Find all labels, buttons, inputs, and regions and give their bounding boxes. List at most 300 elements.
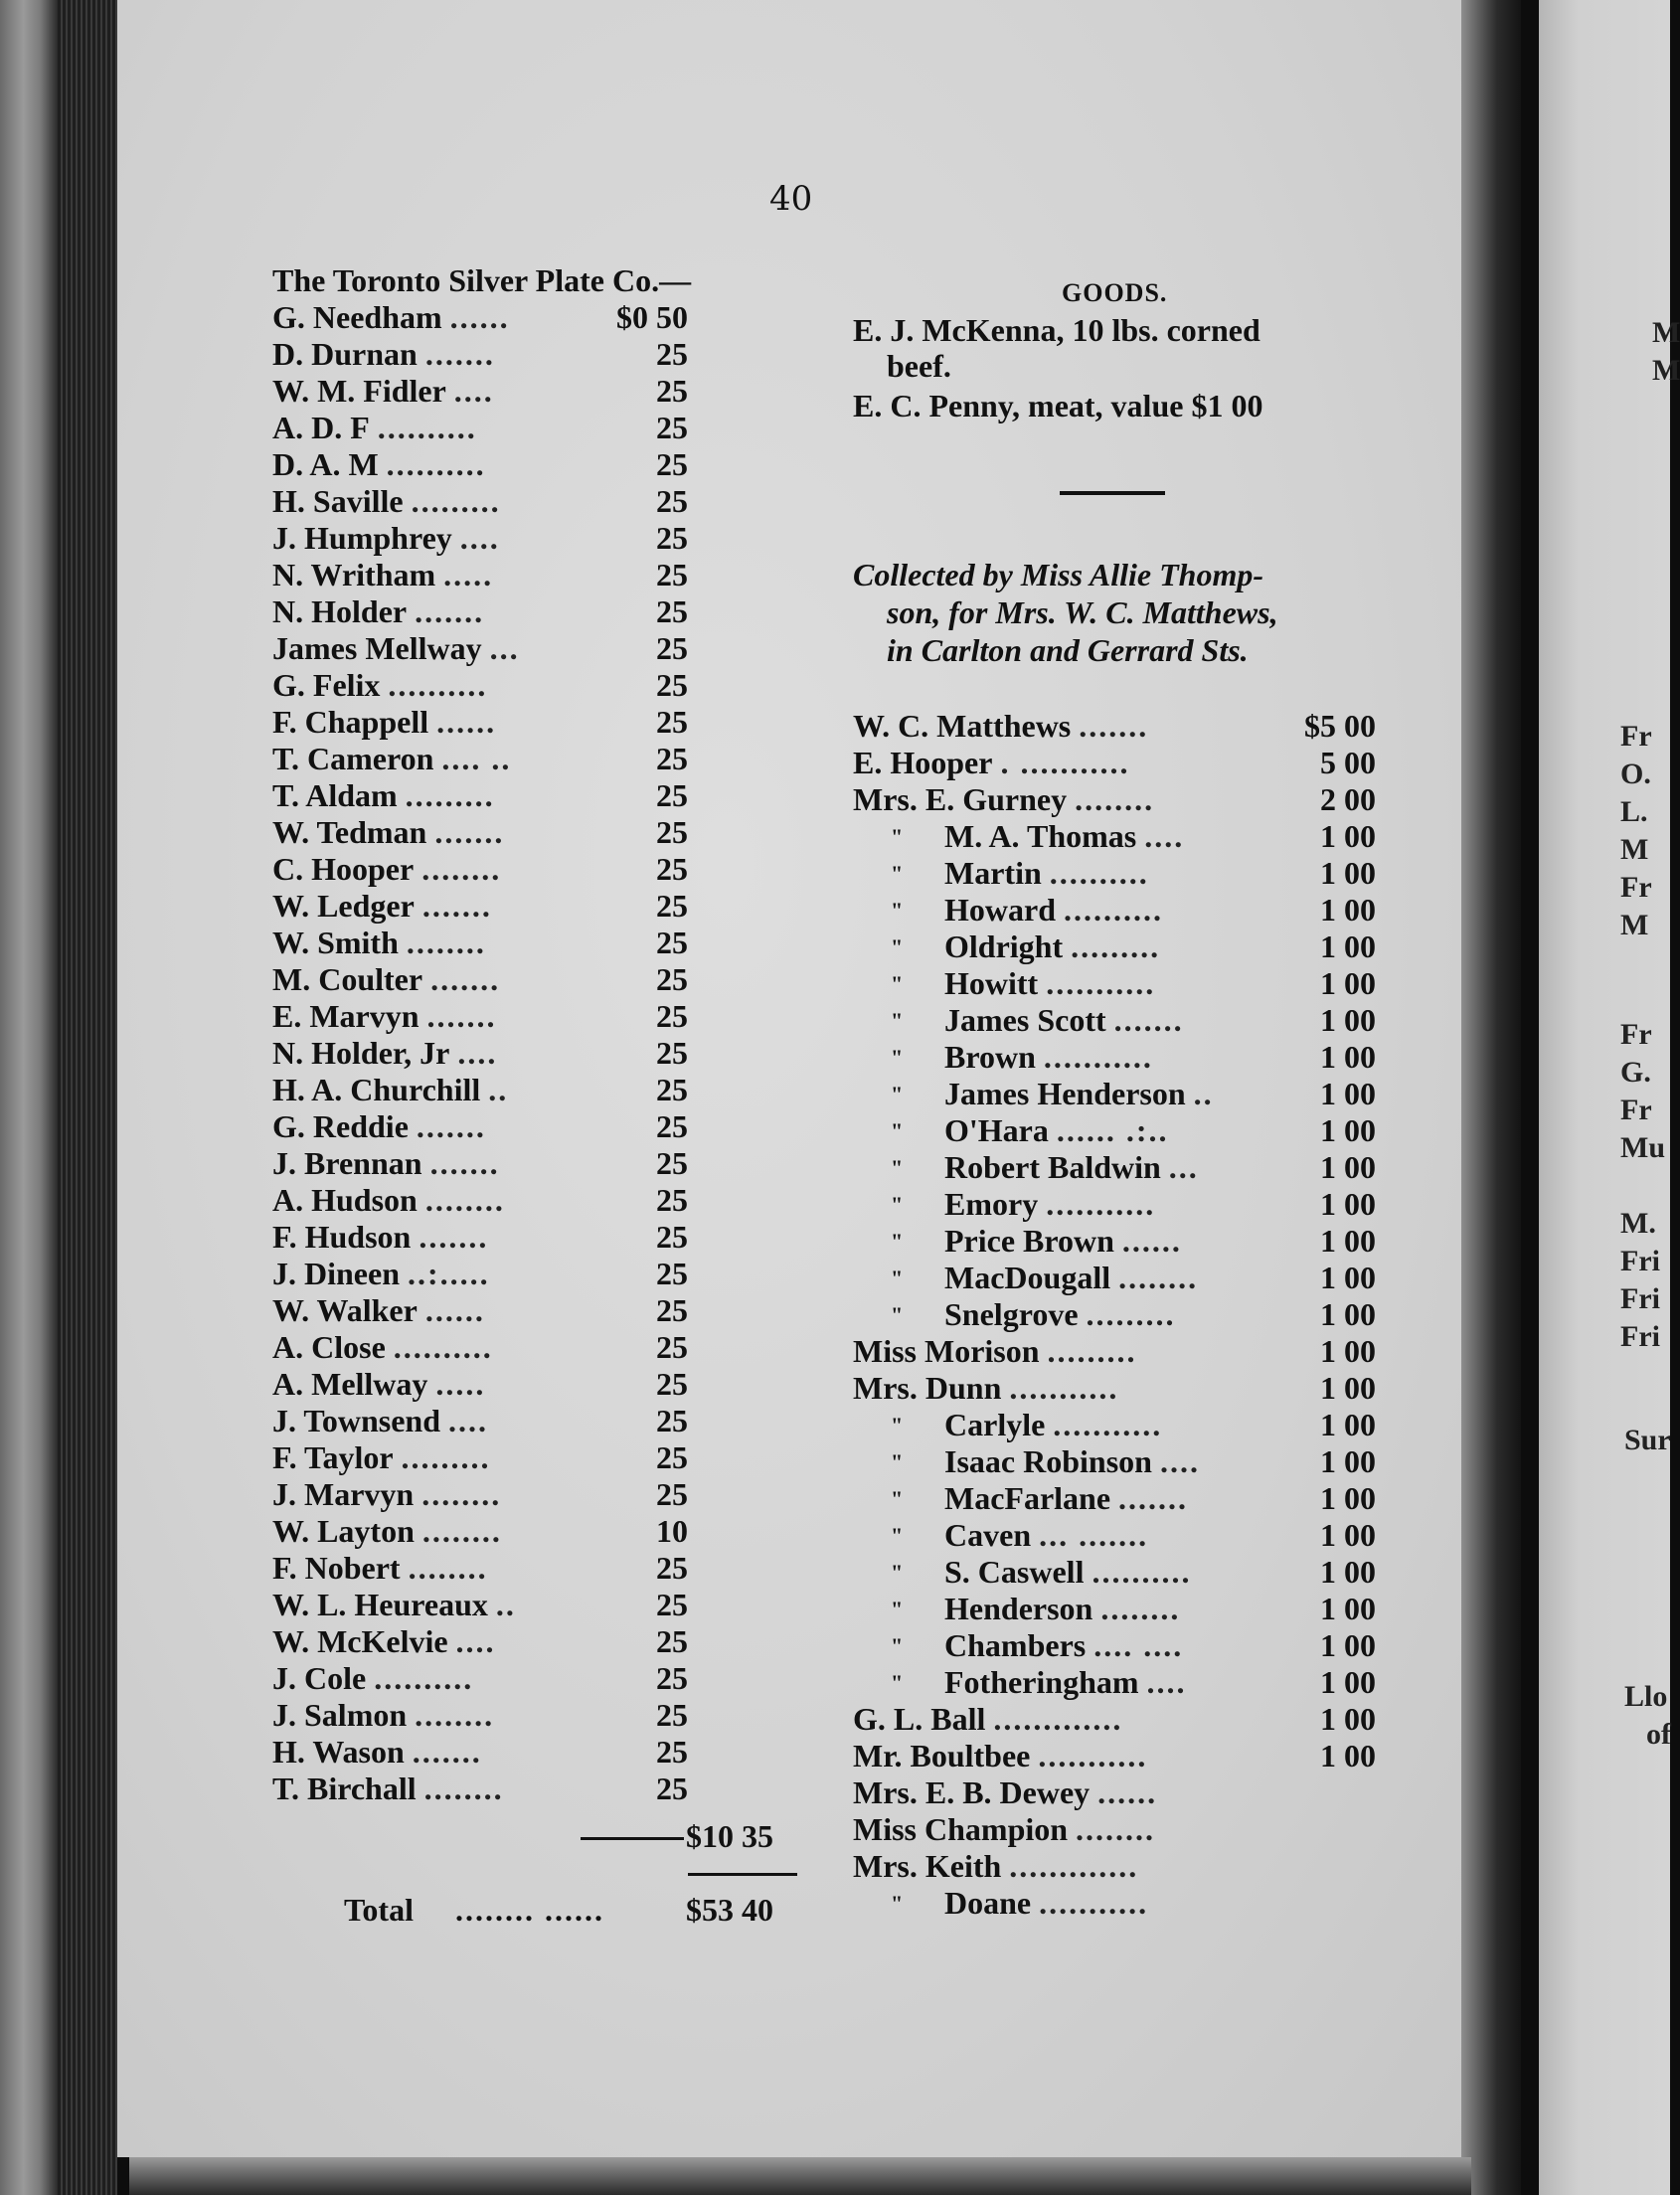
- donor-name: Emory: [944, 1186, 1039, 1222]
- left-donor-row: [272, 851, 809, 888]
- donor-name: Carlyle: [944, 1407, 1046, 1442]
- donor-name: T. Aldam: [272, 777, 398, 813]
- left-donor-row: [272, 741, 809, 777]
- right-donor-row: [853, 1480, 1380, 1517]
- leader-dots: ..: [488, 1072, 509, 1107]
- goods-item-2: E. C. Penny, meat, value $1 00: [853, 388, 1263, 423]
- left-donor-row: [272, 1734, 809, 1771]
- leader-dots: ......: [424, 1292, 485, 1328]
- total-dots: ........ ......: [455, 1892, 604, 1928]
- right-donor-row: [853, 1885, 1380, 1922]
- donor-name: W. L. Heureaux: [272, 1587, 488, 1622]
- ditto-mark: ": [891, 1486, 904, 1511]
- donor-name: H. Saville: [272, 483, 404, 519]
- ditto-mark: ": [891, 824, 904, 849]
- donation-amount: 25: [656, 520, 688, 556]
- donation-amount: 1 00: [1320, 965, 1376, 1001]
- leader-dots: ........: [1076, 1811, 1156, 1847]
- left-donor-row: [272, 1219, 809, 1256]
- left-donor-row: [272, 1439, 809, 1476]
- donation-amount: 1 00: [1320, 1407, 1376, 1442]
- ditto-mark: ": [891, 1633, 904, 1658]
- leader-dots: .............: [1009, 1848, 1139, 1884]
- leader-dots: ......: [1097, 1774, 1158, 1810]
- leader-dots: ....: [1159, 1443, 1200, 1479]
- donation-amount: 1 00: [1320, 1333, 1376, 1369]
- right-donor-row: [853, 1738, 1380, 1774]
- donation-amount: 1 00: [1320, 1223, 1376, 1259]
- donor-name: Chambers: [944, 1627, 1087, 1663]
- leader-dots: ......: [449, 299, 510, 335]
- leader-dots: .....: [435, 1366, 486, 1402]
- leader-dots: ..........: [1064, 892, 1163, 928]
- donor-name: G. L. Ball: [853, 1701, 986, 1737]
- donation-amount: 25: [656, 1660, 688, 1696]
- donor-name: Mr. Boultbee: [853, 1738, 1031, 1773]
- total-rule: [688, 1873, 797, 1876]
- leader-dots: ........: [423, 1771, 504, 1806]
- leader-dots: .......: [1079, 708, 1149, 744]
- right-donor-row: [853, 1517, 1380, 1554]
- donation-amount: 25: [656, 1734, 688, 1770]
- section-divider: [1060, 491, 1165, 495]
- right-donor-row: [853, 708, 1380, 745]
- leader-dots: ...........: [1043, 1039, 1153, 1075]
- leader-dots: ..: [1193, 1076, 1214, 1111]
- donation-amount: 25: [656, 851, 688, 887]
- leader-dots: ....: [457, 1035, 498, 1071]
- donor-name: Martin: [944, 855, 1042, 891]
- donor-name: Price Brown: [944, 1223, 1114, 1259]
- donor-name: J. Dineen: [272, 1256, 400, 1291]
- leader-dots: ..:.....: [408, 1256, 490, 1291]
- donation-amount: $0 50: [616, 299, 688, 335]
- donor-name: M. A. Thomas: [944, 818, 1137, 854]
- right-donor-row: [853, 1223, 1380, 1260]
- left-donor-row: [272, 1145, 809, 1182]
- donor-name: MacDougall: [944, 1260, 1111, 1295]
- leader-dots: .........: [1071, 929, 1161, 964]
- donation-amount: 25: [656, 814, 688, 850]
- leader-dots: .......: [415, 593, 485, 629]
- left-donor-list: [272, 299, 809, 1807]
- donor-name: Mrs. E. Gurney: [853, 781, 1068, 817]
- donation-amount: 25: [656, 1145, 688, 1181]
- right-donor-row: [853, 1333, 1380, 1370]
- donation-amount: 1 00: [1320, 1039, 1376, 1075]
- right-donor-row: [853, 965, 1380, 1002]
- leader-dots: .... ....: [1093, 1627, 1184, 1663]
- donation-amount: 25: [656, 998, 688, 1034]
- adjacent-page-fragment: Fr: [1620, 1018, 1652, 1051]
- donor-name: G. Reddie: [272, 1108, 409, 1144]
- leader-dots: ........: [421, 1513, 502, 1549]
- adjacent-page-fragment: Llo: [1624, 1680, 1668, 1713]
- ditto-mark: ": [891, 1891, 904, 1916]
- ditto-mark: ": [891, 1523, 904, 1548]
- right-donor-row: [853, 781, 1380, 818]
- donor-name: Mrs. Dunn: [853, 1370, 1002, 1406]
- left-donor-row: [272, 961, 809, 998]
- donation-amount: 1 00: [1320, 929, 1376, 964]
- ditto-mark: ": [891, 1670, 904, 1695]
- donor-name: Fotheringham: [944, 1664, 1139, 1700]
- ditto-mark: ": [891, 898, 904, 923]
- left-donor-row: [272, 1072, 809, 1108]
- donor-name: F. Chappell: [272, 704, 429, 740]
- donation-amount: 1 00: [1320, 892, 1376, 928]
- ditto-mark: ": [891, 1449, 904, 1474]
- ditto-mark: ": [891, 1192, 904, 1217]
- right-donor-row: [853, 1443, 1380, 1480]
- donor-name: T. Cameron: [272, 741, 434, 776]
- donor-name: Mrs. Keith: [853, 1848, 1002, 1884]
- adjacent-page-fragment: Fr: [1620, 871, 1652, 904]
- donor-name: A. Mellway: [272, 1366, 428, 1402]
- donation-amount: 25: [656, 483, 688, 519]
- leader-dots: ........: [408, 1550, 488, 1586]
- leader-dots: ...........: [1053, 1407, 1163, 1442]
- leader-dots: ....: [459, 520, 500, 556]
- goods-item-1-line1: E. J. McKenna, 10 lbs. corned: [853, 312, 1260, 348]
- donation-amount: 1 00: [1320, 1076, 1376, 1111]
- donation-amount: $5 00: [1304, 708, 1376, 744]
- leader-dots: ...: [1168, 1149, 1199, 1185]
- right-donor-row: [853, 1260, 1380, 1296]
- left-donor-row: [272, 1513, 809, 1550]
- donation-amount: 1 00: [1320, 1370, 1376, 1406]
- donation-amount: 25: [656, 777, 688, 813]
- donor-name: W. Walker: [272, 1292, 418, 1328]
- right-donor-row: [853, 1039, 1380, 1076]
- left-donor-row: [272, 557, 809, 593]
- leader-dots: ...........: [1046, 965, 1156, 1001]
- donation-amount: 25: [656, 1108, 688, 1144]
- donation-amount: 25: [656, 1771, 688, 1806]
- donor-name: W. Smith: [272, 925, 399, 960]
- donor-name: D. Durnan: [272, 336, 418, 372]
- donor-name: Isaac Robinson: [944, 1443, 1152, 1479]
- leader-dots: ....: [1146, 1664, 1187, 1700]
- donor-name: C. Hooper: [272, 851, 415, 887]
- donation-amount: 1 00: [1320, 1738, 1376, 1773]
- page-number: 40: [769, 179, 813, 219]
- left-donor-row: [272, 1403, 809, 1439]
- donation-amount: 1 00: [1320, 1186, 1376, 1222]
- adjacent-page-fragment: L.: [1620, 795, 1648, 828]
- ditto-mark: ": [891, 1082, 904, 1106]
- leader-dots: .......: [424, 336, 495, 372]
- donor-name: A. Close: [272, 1329, 386, 1365]
- ditto-mark: ": [891, 1008, 904, 1033]
- donation-amount: 1 00: [1320, 818, 1376, 854]
- donation-amount: 5 00: [1320, 745, 1376, 780]
- leader-dots: .......: [419, 1219, 489, 1255]
- donation-amount: 25: [656, 888, 688, 924]
- donation-amount: 25: [656, 1366, 688, 1402]
- donation-amount: 25: [656, 336, 688, 372]
- left-donor-row: [272, 1587, 809, 1623]
- leader-dots: ..........: [386, 446, 486, 482]
- leader-dots: ...........: [1038, 1738, 1148, 1773]
- right-donor-row: [853, 1370, 1380, 1407]
- right-donor-row: [853, 1811, 1380, 1848]
- donor-name: T. Birchall: [272, 1771, 417, 1806]
- donor-name: H. Wason: [272, 1734, 405, 1770]
- right-donor-row: [853, 818, 1380, 855]
- collected-heading-line2: son, for Mrs. W. C. Matthews,: [887, 594, 1278, 630]
- leader-dots: ...: [489, 630, 520, 666]
- adjacent-page-fragment: Fri: [1620, 1245, 1660, 1277]
- right-donor-row: [853, 1554, 1380, 1591]
- leader-dots: ...... .:..: [1056, 1112, 1169, 1148]
- adjacent-page-fragment: M: [1620, 833, 1649, 866]
- leader-dots: .........: [405, 777, 495, 813]
- donor-name: Doane: [944, 1885, 1032, 1921]
- ditto-mark: ": [891, 1302, 904, 1327]
- leader-dots: ..: [495, 1587, 516, 1622]
- ditto-mark: ": [891, 1266, 904, 1290]
- donation-amount: 25: [656, 1072, 688, 1107]
- donor-name: J. Humphrey: [272, 520, 452, 556]
- leader-dots: ....: [447, 1403, 488, 1438]
- donation-amount: 25: [656, 1035, 688, 1071]
- right-donor-list: [853, 708, 1380, 1922]
- donation-amount: 1 00: [1320, 1443, 1376, 1479]
- leader-dots: .......: [434, 814, 505, 850]
- donor-name: W. C. Matthews: [853, 708, 1072, 744]
- donor-name: F. Taylor: [272, 1439, 394, 1475]
- right-donor-row: [853, 1186, 1380, 1223]
- adjacent-page-fragment: M: [1652, 316, 1680, 349]
- donor-name: Howitt: [944, 965, 1039, 1001]
- donation-amount: 25: [656, 1182, 688, 1218]
- leader-dots: .......: [429, 1145, 500, 1181]
- page-edges: [58, 0, 117, 2195]
- donor-name: Caven: [944, 1517, 1032, 1553]
- donor-name: E. Hooper: [853, 745, 993, 780]
- donor-name: G. Needham: [272, 299, 442, 335]
- donor-name: W. Tedman: [272, 814, 427, 850]
- donor-name: S. Caswell: [944, 1554, 1085, 1590]
- donor-name: Oldright: [944, 929, 1064, 964]
- leader-dots: .......: [421, 888, 492, 924]
- donor-name: W. McKelvie: [272, 1623, 448, 1659]
- left-donor-row: [272, 814, 809, 851]
- leader-dots: ...........: [1046, 1186, 1156, 1222]
- donor-name: Howard: [944, 892, 1056, 928]
- adjacent-page-fragment: Mu: [1620, 1131, 1665, 1164]
- ditto-mark: ": [891, 1560, 904, 1585]
- leader-dots: ....: [455, 1623, 496, 1659]
- donor-name: D. A. M: [272, 446, 379, 482]
- donation-amount: 1 00: [1320, 855, 1376, 891]
- leader-dots: ........: [415, 1697, 495, 1733]
- leader-dots: ...........: [1009, 1370, 1119, 1406]
- leader-dots: .............: [993, 1701, 1123, 1737]
- donor-name: Brown: [944, 1039, 1036, 1075]
- leader-dots: ..........: [393, 1329, 493, 1365]
- right-donor-row: [853, 1664, 1380, 1701]
- adjacent-page-fragment: M: [1652, 354, 1680, 387]
- donor-name: E. Marvyn: [272, 998, 420, 1034]
- leader-dots: .......: [412, 1734, 482, 1770]
- donor-name: J. Cole: [272, 1660, 367, 1696]
- left-donor-row: [272, 1329, 809, 1366]
- ditto-mark: ": [891, 1155, 904, 1180]
- donor-name: F. Nobert: [272, 1550, 401, 1586]
- total-label: Total: [344, 1892, 414, 1928]
- leader-dots: .......: [416, 1108, 486, 1144]
- left-donor-row: [272, 704, 809, 741]
- donor-name: N. Holder, Jr: [272, 1035, 450, 1071]
- leader-dots: .......: [1118, 1480, 1189, 1516]
- donation-amount: 2 00: [1320, 781, 1376, 817]
- gutter-shadow: [1461, 0, 1521, 2195]
- ditto-mark: ": [891, 1413, 904, 1437]
- donor-name: F. Hudson: [272, 1219, 412, 1255]
- donor-name: James Mellway: [272, 630, 482, 666]
- donor-name: J. Marvyn: [272, 1476, 415, 1512]
- donor-name: James Scott: [944, 1002, 1106, 1038]
- donor-name: M. Coulter: [272, 961, 423, 997]
- leader-dots: .........: [401, 1439, 491, 1475]
- adjacent-page-fragment: Fri: [1620, 1282, 1660, 1315]
- left-donor-row: [272, 336, 809, 373]
- right-donor-row: [853, 1627, 1380, 1664]
- donor-name: H. A. Churchill: [272, 1072, 481, 1107]
- left-donor-row: [272, 1476, 809, 1513]
- leader-dots: .... ..: [441, 741, 512, 776]
- collected-heading-line1: Collected by Miss Allie Thomp-: [853, 557, 1263, 592]
- donation-amount: 25: [656, 1550, 688, 1586]
- donor-name: W. M. Fidler: [272, 373, 446, 409]
- ditto-mark: ": [891, 934, 904, 959]
- adjacent-page-fragment: M.: [1620, 1207, 1656, 1240]
- adjacent-page-fragment: O.: [1620, 758, 1651, 790]
- leader-dots: ........: [406, 925, 486, 960]
- leader-dots: ....: [453, 373, 494, 409]
- total-amount: $53 40: [686, 1892, 773, 1928]
- donation-amount: 25: [656, 1697, 688, 1733]
- adjacent-page-fragment: Fr: [1620, 1094, 1652, 1126]
- adjacent-page-fragment: G.: [1620, 1056, 1651, 1089]
- right-donor-row: [853, 1701, 1380, 1738]
- leader-dots: .......: [1113, 1002, 1184, 1038]
- donor-name: G. Felix: [272, 667, 381, 703]
- ditto-mark: ": [891, 1045, 904, 1070]
- left-donor-row: [272, 925, 809, 961]
- donation-amount: 1 00: [1320, 1002, 1376, 1038]
- donation-amount: 25: [656, 1292, 688, 1328]
- donation-amount: 25: [656, 704, 688, 740]
- leader-dots: .......: [426, 998, 497, 1034]
- adjacent-page-fragment: Fr: [1620, 720, 1652, 753]
- donation-amount: 25: [656, 1256, 688, 1291]
- donation-amount: 1 00: [1320, 1701, 1376, 1737]
- left-donor-row: [272, 446, 809, 483]
- donation-amount: 1 00: [1320, 1112, 1376, 1148]
- page-bottom-edge: [129, 2157, 1471, 2195]
- donation-amount: 25: [656, 557, 688, 592]
- donation-amount: 25: [656, 925, 688, 960]
- right-donor-row: [853, 855, 1380, 892]
- donation-amount: 25: [656, 1623, 688, 1659]
- donor-name: J. Brennan: [272, 1145, 422, 1181]
- left-donor-row: [272, 1550, 809, 1587]
- donor-name: A. D. F: [272, 410, 370, 445]
- ditto-mark: ": [891, 861, 904, 886]
- donation-amount: 1 00: [1320, 1480, 1376, 1516]
- donor-name: N. Writham: [272, 557, 436, 592]
- left-donor-row: [272, 1660, 809, 1697]
- right-donor-row: [853, 1112, 1380, 1149]
- leader-dots: .....: [443, 557, 494, 592]
- left-donor-row: [272, 373, 809, 410]
- left-donor-row: [272, 1182, 809, 1219]
- leader-dots: ......: [436, 704, 497, 740]
- right-donor-row: [853, 1848, 1380, 1885]
- donation-amount: 1 00: [1320, 1149, 1376, 1185]
- leader-dots: ........: [424, 1182, 505, 1218]
- donation-amount: 25: [656, 1439, 688, 1475]
- donor-name: J. Townsend: [272, 1403, 440, 1438]
- donation-amount: 25: [656, 446, 688, 482]
- left-donor-row: [272, 1623, 809, 1660]
- leader-dots: ........: [421, 1476, 502, 1512]
- collected-heading-line3: in Carlton and Gerrard Sts.: [887, 632, 1249, 668]
- donation-amount: 25: [656, 741, 688, 776]
- left-donor-row: [272, 888, 809, 925]
- donation-amount: 25: [656, 1329, 688, 1365]
- left-donor-row: [272, 667, 809, 704]
- right-donor-row: [853, 929, 1380, 965]
- leader-dots: ........: [1118, 1260, 1199, 1295]
- donor-name: Snelgrove: [944, 1296, 1079, 1332]
- leader-dots: ..........: [1049, 855, 1149, 891]
- left-donor-row: [272, 1366, 809, 1403]
- leader-dots: .........: [1047, 1333, 1137, 1369]
- leader-dots: ..........: [374, 1660, 474, 1696]
- donor-name: O'Hara: [944, 1112, 1049, 1148]
- donor-name: J. Salmon: [272, 1697, 408, 1733]
- left-donor-row: [272, 998, 809, 1035]
- donor-name: W. Ledger: [272, 888, 415, 924]
- donation-amount: 25: [656, 1476, 688, 1512]
- donor-name: James Henderson: [944, 1076, 1186, 1111]
- leader-dots: ........: [1075, 781, 1155, 817]
- leader-dots: ..........: [388, 667, 488, 703]
- donation-amount: 25: [656, 373, 688, 409]
- left-donor-row: [272, 520, 809, 557]
- donor-name: W. Layton: [272, 1513, 415, 1549]
- right-donor-row: [853, 1296, 1380, 1333]
- donation-amount: 10: [656, 1513, 688, 1549]
- left-donor-row: [272, 1108, 809, 1145]
- donation-amount: 1 00: [1320, 1591, 1376, 1626]
- right-donor-row: [853, 1149, 1380, 1186]
- donor-name: Henderson: [944, 1591, 1093, 1626]
- donation-amount: 1 00: [1320, 1517, 1376, 1553]
- left-donor-row: [272, 593, 809, 630]
- leader-dots: . ...........: [1000, 745, 1130, 780]
- leader-dots: ........: [421, 851, 502, 887]
- donor-name: MacFarlane: [944, 1480, 1111, 1516]
- book-spine: [0, 0, 58, 2195]
- donor-name: Mrs. E. B. Dewey: [853, 1774, 1091, 1810]
- goods-heading: GOODS.: [1062, 278, 1168, 307]
- left-donor-row: [272, 483, 809, 520]
